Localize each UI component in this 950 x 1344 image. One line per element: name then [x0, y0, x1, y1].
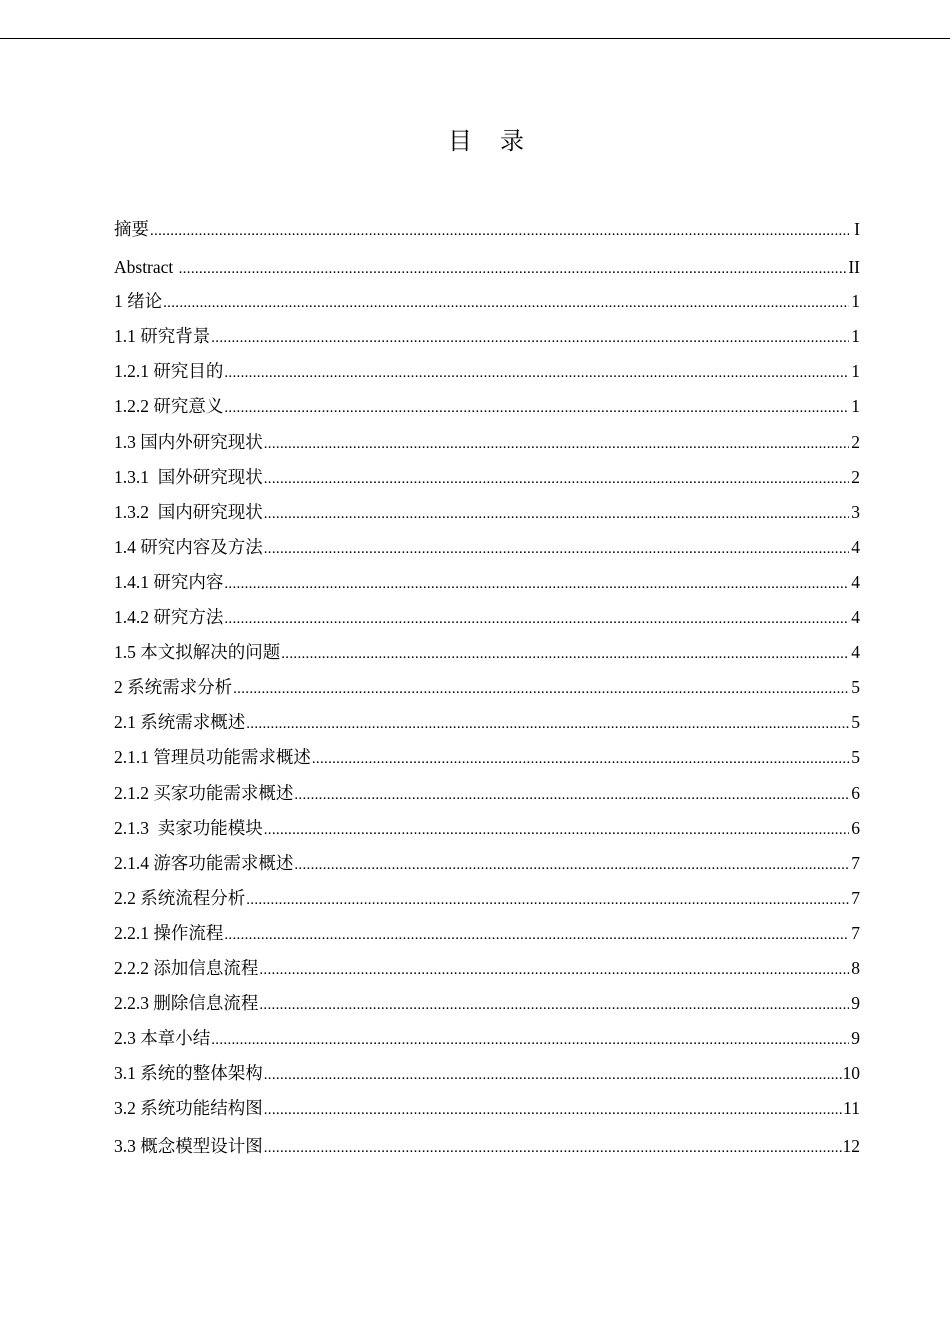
toc-entry-page: 7 — [851, 853, 860, 873]
toc-entry-page: 9 — [851, 993, 860, 1013]
toc-entry-page: 11 — [843, 1098, 860, 1118]
toc-leader-dots — [264, 432, 849, 456]
toc-entry-label: 2 系统需求分析 — [114, 677, 233, 697]
toc-entry-page: 2 — [851, 467, 860, 487]
toc-entry-label: 摘要 — [114, 219, 149, 239]
toc-entry-page: 6 — [851, 783, 860, 803]
toc-entry-label: 3.2 系统功能结构图 — [114, 1098, 263, 1118]
toc-leader-dots — [264, 1136, 842, 1160]
toc-leader-dots — [224, 361, 849, 385]
toc-entry-label: 1.3.2 国内研究现状 — [114, 502, 263, 522]
toc-entry-page: 4 — [851, 642, 860, 662]
toc-entry-page: 9 — [851, 1028, 860, 1048]
toc-entry-page: 3 — [851, 502, 860, 522]
toc-entry-2-1-3[interactable] — [114, 816, 860, 840]
toc-entry-page: 1 — [851, 396, 860, 416]
toc-leader-dots — [211, 1028, 849, 1052]
toc-entry-page: 10 — [842, 1063, 860, 1083]
toc-leader-dots — [264, 1063, 842, 1087]
toc-leader-dots — [246, 888, 849, 912]
toc-leader-dots — [281, 642, 849, 666]
toc-entry-page: 8 — [851, 958, 860, 978]
toc-entry-label: 1.4.2 研究方法 — [114, 607, 224, 627]
toc-entry-label: 2.1.1 管理员功能需求概述 — [114, 747, 311, 767]
toc-entry-page: 7 — [851, 923, 860, 943]
toc-entry-3-1[interactable] — [114, 1061, 860, 1085]
toc-entry-label: 2.1.3 卖家功能模块 — [114, 818, 263, 838]
toc-entry-2-1[interactable] — [114, 710, 860, 734]
toc-leader-dots — [312, 747, 849, 771]
toc-leader-dots — [233, 677, 849, 701]
toc-leader-dots — [179, 257, 848, 281]
toc-entry-abstract-en[interactable] — [114, 255, 860, 279]
toc-entry-label: 2.2.2 添加信息流程 — [114, 958, 259, 978]
toc-leader-dots — [264, 467, 849, 491]
toc-entry-label: 2.2 系统流程分析 — [114, 888, 246, 908]
toc-entry-3-3[interactable] — [114, 1134, 860, 1158]
toc-entry-2-2-3[interactable] — [114, 991, 860, 1015]
toc-entry-label: 1 绪论 — [114, 291, 163, 311]
toc-entry-page: 5 — [851, 712, 860, 732]
toc-leader-dots — [224, 396, 849, 420]
toc-leader-dots — [259, 958, 849, 982]
toc-entry-label: 1.4.1 研究内容 — [114, 572, 224, 592]
toc-entry-page: II — [848, 257, 860, 277]
toc-entry-page: 5 — [851, 677, 860, 697]
toc-entry-label: 1.4 研究内容及方法 — [114, 537, 263, 557]
toc-entry-1-4-2[interactable] — [114, 605, 860, 629]
toc-entry-label: 1.2.2 研究意义 — [114, 396, 224, 416]
toc-entry-2-1-2[interactable] — [114, 781, 860, 805]
toc-entry-page: 1 — [851, 326, 860, 346]
toc-leader-dots — [224, 607, 849, 631]
toc-entry-label: 1.3.1 国外研究现状 — [114, 467, 263, 487]
toc-entry-1-3-1[interactable] — [114, 465, 860, 489]
toc-leader-dots — [211, 326, 849, 350]
toc-entry-1[interactable] — [114, 289, 860, 313]
toc-entry-2[interactable] — [114, 675, 860, 699]
toc-entry-1-1[interactable] — [114, 324, 860, 348]
toc-leader-dots — [264, 818, 849, 842]
toc-entry-page: 1 — [851, 361, 860, 381]
toc-entry-label: 1.3 国内外研究现状 — [114, 432, 263, 452]
toc-entry-1-4[interactable] — [114, 535, 860, 559]
toc-entry-page: 5 — [851, 747, 860, 767]
toc-entry-abstract-cn[interactable] — [114, 217, 860, 241]
toc-entry-label: 1.2.1 研究目的 — [114, 361, 224, 381]
toc-entry-label: 1.5 本文拟解决的问题 — [114, 642, 281, 662]
toc-entry-2-2-2[interactable] — [114, 956, 860, 980]
toc-entry-label: 3.1 系统的整体架构 — [114, 1063, 263, 1083]
toc-leader-dots — [224, 923, 849, 947]
toc-leader-dots — [264, 537, 849, 561]
toc-leader-dots — [150, 219, 849, 243]
toc-leader-dots — [163, 291, 849, 315]
toc-entry-1-4-1[interactable] — [114, 570, 860, 594]
toc-entry-page: 2 — [851, 432, 860, 452]
toc-leader-dots — [264, 502, 849, 526]
toc-entry-1-3-2[interactable] — [114, 500, 860, 524]
toc-entry-1-5[interactable] — [114, 640, 860, 664]
toc-leader-dots — [224, 572, 849, 596]
toc-entry-label: 2.2.3 删除信息流程 — [114, 993, 259, 1013]
toc-entry-2-3[interactable] — [114, 1026, 860, 1050]
toc-entry-label: 2.1.4 游客功能需求概述 — [114, 853, 294, 873]
toc-entry-1-2-1[interactable] — [114, 359, 860, 383]
toc-entry-3-2[interactable] — [114, 1096, 860, 1120]
toc-entry-2-2[interactable] — [114, 886, 860, 910]
toc-entry-page: 1 — [851, 291, 860, 311]
toc-leader-dots — [294, 783, 849, 807]
toc-leader-dots — [294, 853, 849, 877]
toc-entry-label: 2.2.1 操作流程 — [114, 923, 224, 943]
toc-leader-dots — [246, 712, 849, 736]
table-of-contents — [114, 0, 860, 1344]
toc-entry-page: 6 — [851, 818, 860, 838]
toc-entry-2-1-4[interactable] — [114, 851, 860, 875]
toc-entry-1-3[interactable] — [114, 430, 860, 454]
toc-entry-2-1-1[interactable] — [114, 745, 860, 769]
toc-entry-label: Abstract — [114, 257, 178, 277]
toc-entry-1-2-2[interactable] — [114, 394, 860, 418]
toc-title-char-1: 目 — [448, 129, 472, 155]
toc-entry-label: 2.3 本章小结 — [114, 1028, 211, 1048]
toc-entry-page: 4 — [851, 537, 860, 557]
toc-entry-2-2-1[interactable] — [114, 921, 860, 945]
toc-entry-label: 1.1 研究背景 — [114, 326, 211, 346]
toc-title-char-2: 录 — [500, 129, 524, 155]
toc-entry-label: 2.1.2 买家功能需求概述 — [114, 783, 294, 803]
toc-entry-page: 12 — [842, 1136, 860, 1156]
toc-entry-page: 4 — [851, 607, 860, 627]
toc-entry-page: 7 — [851, 888, 860, 908]
toc-entry-page: I — [854, 219, 860, 239]
toc-entry-label: 3.3 概念模型设计图 — [114, 1136, 263, 1156]
toc-entry-page: 4 — [851, 572, 860, 592]
toc-entry-label: 2.1 系统需求概述 — [114, 712, 246, 732]
toc-leader-dots — [264, 1098, 842, 1122]
toc-leader-dots — [259, 993, 849, 1017]
